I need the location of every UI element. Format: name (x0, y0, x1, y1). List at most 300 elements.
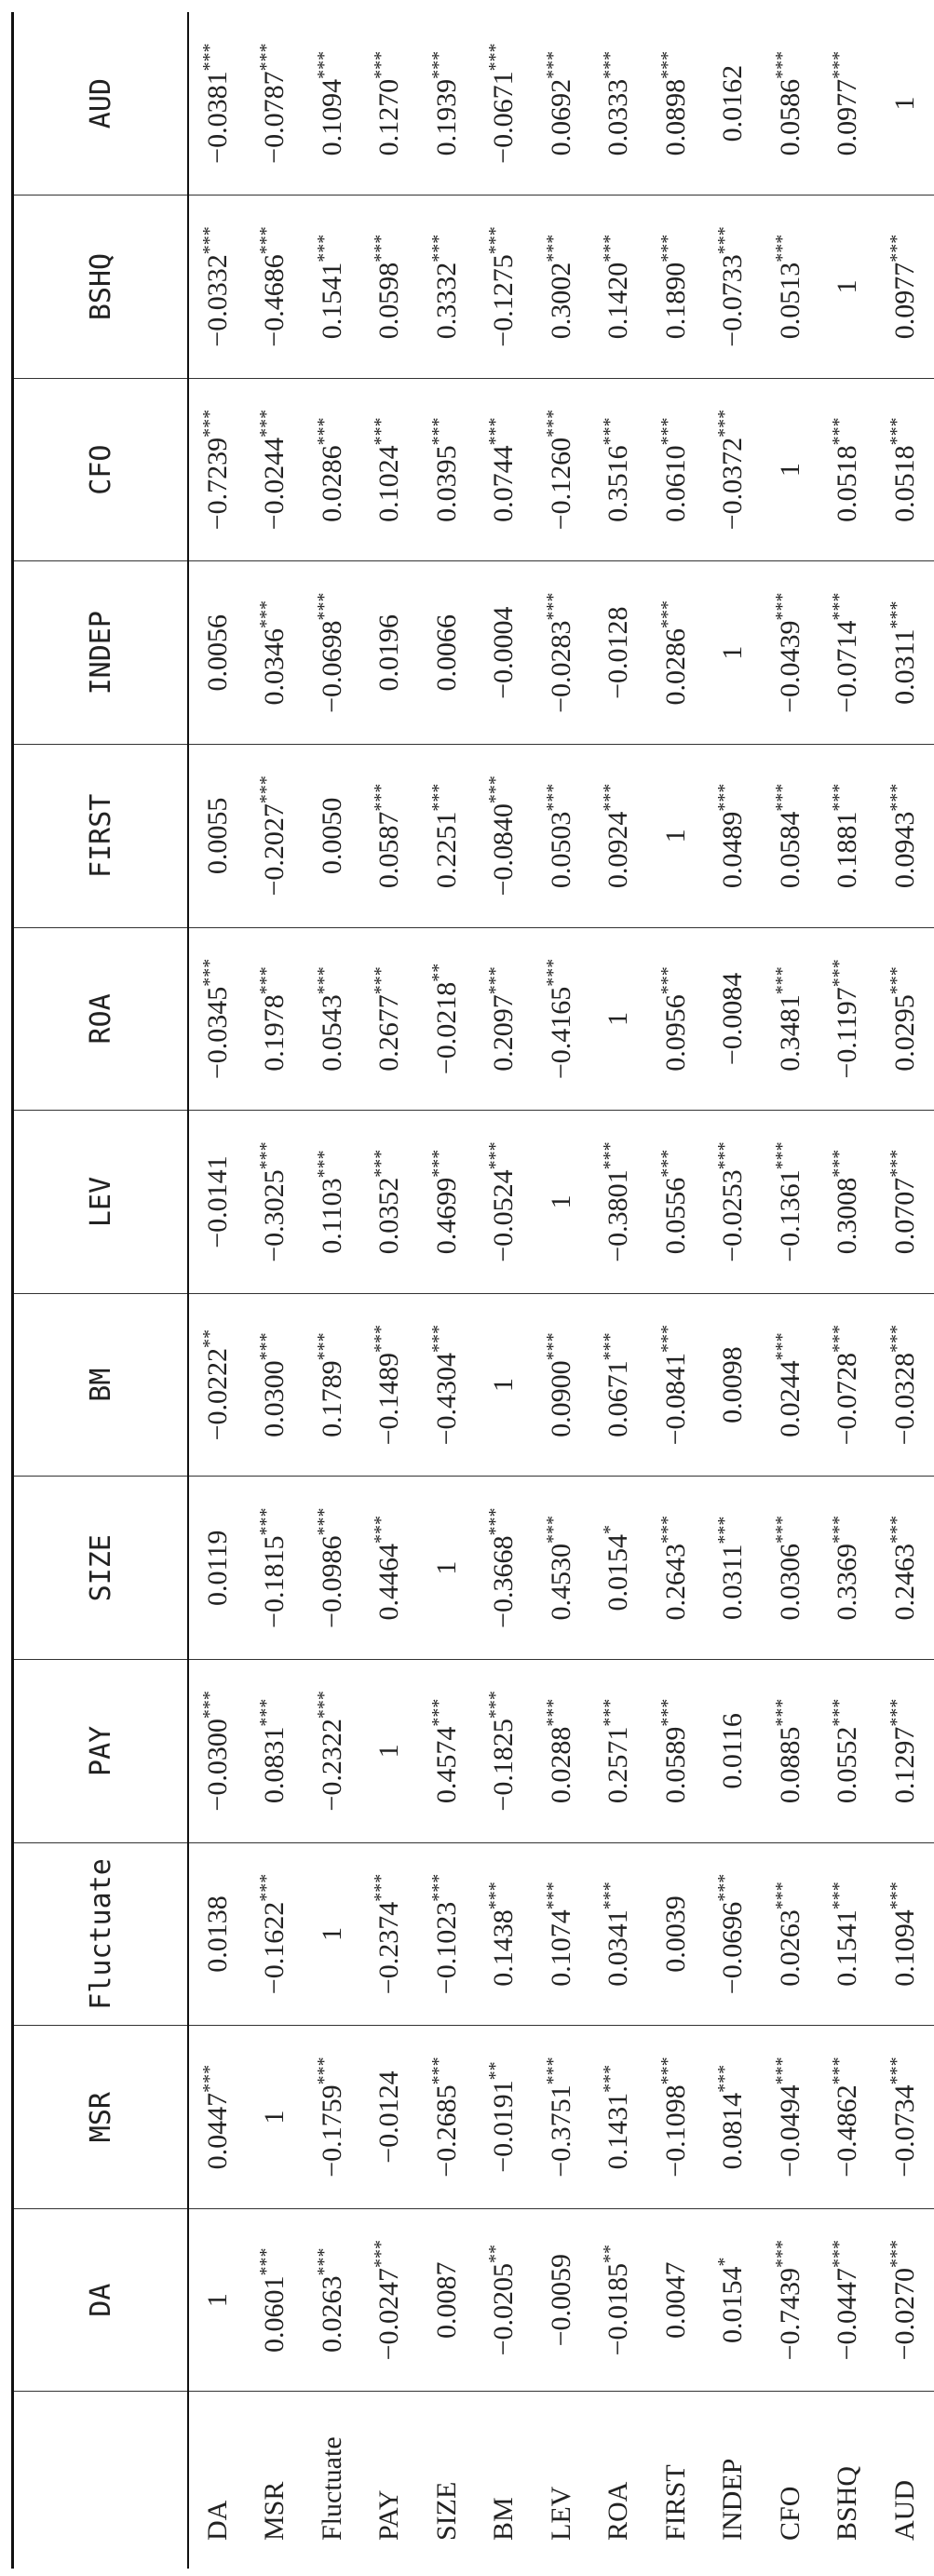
cell-value: −0.0128 (602, 606, 634, 699)
table-cell (705, 1660, 763, 1843)
table-cell (476, 378, 534, 561)
significance-stars: *** (198, 1691, 220, 1720)
cell-value: −0.0270 (888, 2267, 920, 2361)
significance-stars: *** (714, 783, 736, 812)
cell-value: 0.0263 (774, 1909, 805, 1987)
significance-stars: *** (256, 966, 277, 995)
cell-value: 0.0513 (774, 262, 805, 340)
table-cell (876, 2026, 934, 2209)
table-cell (647, 927, 705, 1111)
table-row (819, 12, 877, 2569)
cell-value: −0.0841 (659, 1352, 691, 1446)
cell-value: −0.2374 (373, 1901, 405, 1995)
table-cell (304, 2208, 361, 2392)
cell-value: 1 (430, 1560, 462, 1575)
cell-value: −0.0345 (201, 986, 233, 1080)
table-cell (590, 1293, 648, 1477)
cell-value: −0.1098 (659, 2084, 691, 2178)
significance-stars: *** (542, 1332, 563, 1361)
row-label: LEV (533, 2392, 590, 2569)
table-cell (361, 196, 419, 379)
cell-value: 0.3008 (832, 1177, 863, 1255)
table-cell (361, 927, 419, 1111)
table-row (705, 12, 763, 2569)
table-cell (418, 12, 476, 196)
significance-stars: *** (542, 234, 563, 263)
cell-value: 0.0831 (259, 1726, 291, 1804)
table-cell (247, 1660, 305, 1843)
significance-stars: *** (313, 2057, 334, 2085)
table-cell (418, 1477, 476, 1660)
table-cell (188, 745, 247, 928)
cell-value: 0.0311 (717, 1544, 749, 1620)
table-cell (418, 561, 476, 745)
table-cell (647, 1111, 705, 1294)
table-cell (476, 1842, 534, 2026)
cell-value: 0.0587 (373, 811, 405, 889)
significance-stars: *** (256, 775, 277, 804)
cell-value: 0.3516 (602, 445, 634, 522)
table-cell (247, 1111, 305, 1294)
significance-stars: *** (313, 1332, 334, 1361)
cell-value: 0.0503 (545, 811, 576, 889)
cell-value: 0.0671 (602, 1360, 634, 1437)
table-cell (247, 378, 305, 561)
cell-value: 0.0119 (201, 1530, 233, 1606)
cell-value: −0.1361 (774, 1169, 805, 1262)
cell-value: −0.0247 (373, 2267, 405, 2361)
significance-stars: *** (714, 1873, 736, 1902)
row-label: AUD (876, 2392, 934, 2569)
table-cell (476, 1111, 534, 1294)
column-header: FIRST (13, 745, 189, 928)
significance-stars: *** (829, 1516, 850, 1544)
table-row (876, 12, 934, 2569)
table-cell (705, 378, 763, 561)
table-cell (476, 196, 534, 379)
table-cell (533, 12, 590, 196)
cell-value: −0.0671 (488, 71, 520, 164)
significance-stars: *** (198, 2064, 220, 2093)
significance-stars: *** (485, 1881, 507, 1910)
table-cell (590, 2208, 648, 2392)
cell-value: 0.1024 (373, 445, 405, 522)
significance-stars: *** (427, 234, 449, 263)
column-header: BM (13, 1293, 189, 1477)
table-cell (762, 2208, 819, 2392)
table-cell (647, 196, 705, 379)
cell-value: 0.0589 (659, 1726, 691, 1804)
cell-value: −0.0696 (717, 1901, 749, 1995)
table-cell (705, 196, 763, 379)
cell-value: 0.0047 (659, 2261, 691, 2339)
table-cell (819, 378, 877, 561)
table-cell (418, 745, 476, 928)
cell-value: 0.0447 (201, 2092, 233, 2170)
cell-value: −0.0300 (201, 1719, 233, 1812)
significance-stars: *** (427, 1149, 449, 1178)
significance-stars: *** (371, 1516, 392, 1544)
significance-stars: *** (198, 958, 220, 987)
significance-stars: *** (313, 592, 334, 621)
table-cell (361, 2026, 419, 2209)
table-cell (476, 1660, 534, 1843)
significance-stars: *** (771, 1516, 792, 1544)
table-cell (247, 2208, 305, 2392)
cell-value: 0.0306 (774, 1544, 805, 1621)
significance-stars: *** (256, 600, 277, 628)
significance-stars: *** (829, 1324, 850, 1353)
cell-value: 0.1094 (888, 1909, 920, 1987)
cell-value: 0.0311 (888, 628, 920, 705)
table-cell (590, 927, 648, 1111)
cell-value: 0.0692 (545, 78, 576, 156)
cell-value: 0.4530 (545, 1544, 576, 1621)
cell-value: 0.1978 (259, 994, 291, 1072)
table-cell (590, 745, 648, 928)
table-cell (762, 1477, 819, 1660)
table-cell (647, 1293, 705, 1477)
table-cell (533, 1842, 590, 2026)
table-cell (188, 927, 247, 1111)
cell-value: 0.0295 (888, 994, 920, 1072)
cell-value: 0.1270 (373, 78, 405, 156)
significance-stars: *** (771, 783, 792, 812)
significance-stars: *** (485, 417, 507, 446)
significance-stars: *** (427, 1324, 449, 1353)
table-cell (188, 1293, 247, 1477)
significance-stars: *** (256, 1141, 277, 1170)
significance-stars: *** (600, 234, 621, 263)
table-cell (876, 1660, 934, 1843)
table-cell (705, 927, 763, 1111)
cell-value: 0.2251 (430, 811, 462, 889)
significance-stars: * (714, 2257, 736, 2267)
significance-stars: *** (313, 50, 334, 79)
significance-stars: *** (771, 1881, 792, 1910)
table-cell (247, 12, 305, 196)
cell-value: 1 (545, 1194, 576, 1209)
column-header: Fluctuate (13, 1842, 189, 2026)
table-cell (361, 12, 419, 196)
significance-stars: *** (371, 966, 392, 995)
table-cell (418, 2026, 476, 2209)
cell-value: −0.4165 (545, 986, 576, 1080)
cell-value: 0.0055 (201, 797, 233, 875)
table-cell (304, 196, 361, 379)
significance-stars: ** (198, 1328, 220, 1348)
cell-value: 0.0489 (717, 811, 749, 889)
cell-value: 0.0244 (774, 1360, 805, 1437)
significance-stars: *** (371, 234, 392, 263)
table-cell (533, 196, 590, 379)
table-cell (705, 2208, 763, 2392)
table-cell (762, 1293, 819, 1477)
cell-value: −0.2685 (430, 2084, 462, 2178)
cell-value: 0.0977 (832, 78, 863, 156)
cell-value: −0.0059 (545, 2253, 576, 2347)
table-cell (876, 2208, 934, 2392)
cell-value: −0.4862 (832, 2084, 863, 2178)
significance-stars: *** (427, 2057, 449, 2085)
table-cell (533, 2026, 590, 2209)
significance-stars: *** (256, 43, 277, 72)
significance-stars: *** (886, 1698, 907, 1727)
table-cell (876, 378, 934, 561)
cell-value: −0.0191 (488, 2080, 520, 2173)
cell-value: 0.0898 (659, 78, 691, 156)
table-cell (476, 745, 534, 928)
table-cell (533, 2208, 590, 2392)
significance-stars: *** (829, 1698, 850, 1727)
significance-stars: *** (886, 783, 907, 812)
significance-stars: *** (427, 1698, 449, 1727)
significance-stars: *** (485, 1691, 507, 1720)
column-header: PAY (13, 1660, 189, 1843)
table-cell (819, 1293, 877, 1477)
cell-value: −0.0447 (832, 2267, 863, 2361)
cell-value: −0.0218 (430, 981, 462, 1075)
cell-value: 0.0814 (717, 2092, 749, 2170)
cell-value: 0.1789 (316, 1360, 347, 1437)
cell-value: 1 (602, 1011, 634, 1026)
significance-stars: *** (886, 966, 907, 995)
row-label: CFO (762, 2392, 819, 2569)
significance-stars: *** (198, 226, 220, 255)
table-cell (590, 1111, 648, 1294)
table-row (533, 12, 590, 2569)
significance-stars: *** (657, 966, 678, 995)
table-cell (590, 2026, 648, 2209)
table-cell (876, 1293, 934, 1477)
table-cell (762, 561, 819, 745)
cell-value: 0.0263 (316, 2275, 347, 2353)
cell-value: 0.3002 (545, 262, 576, 340)
cell-value: 0.0601 (259, 2275, 291, 2353)
significance-stars: *** (313, 1507, 334, 1536)
cell-value: −0.4686 (259, 254, 291, 347)
table-cell (819, 1660, 877, 1843)
significance-stars: *** (657, 2057, 678, 2085)
significance-stars: *** (313, 417, 334, 446)
significance-stars: *** (829, 1881, 850, 1910)
row-label: DA (188, 2392, 247, 2569)
table-cell (533, 927, 590, 1111)
significance-stars: *** (829, 2239, 850, 2268)
cell-value: 0.1420 (602, 262, 634, 340)
significance-stars: *** (371, 1873, 392, 1902)
table-cell (188, 2026, 247, 2209)
cell-value: 1 (488, 1378, 520, 1393)
cell-value: 0.1431 (602, 2092, 634, 2170)
cell-value: −0.0332 (201, 254, 233, 347)
significance-stars: *** (542, 409, 563, 438)
table-cell (876, 561, 934, 745)
table-cell (705, 561, 763, 745)
row-label: Fluctuate (304, 2392, 361, 2569)
cell-value: 0.3481 (774, 994, 805, 1072)
significance-stars: *** (771, 234, 792, 263)
table-cell (819, 12, 877, 196)
cell-value: 0.1103 (316, 1178, 347, 1254)
table-cell (304, 745, 361, 928)
table-cell (705, 1111, 763, 1294)
significance-stars: *** (542, 1698, 563, 1727)
cell-value: 0.0518 (888, 445, 920, 522)
column-header: BSHQ (13, 196, 189, 379)
cell-value: 0.2677 (373, 994, 405, 1072)
table-cell (361, 1660, 419, 1843)
table-cell (476, 1477, 534, 1660)
cell-value: 0.0286 (316, 445, 347, 522)
table-cell (247, 196, 305, 379)
row-label: BM (476, 2392, 534, 2569)
significance-stars: *** (829, 2057, 850, 2085)
table-cell (705, 12, 763, 196)
cell-value: −0.0714 (832, 620, 863, 713)
significance-stars: *** (371, 417, 392, 446)
table-cell (819, 1842, 877, 2026)
table-row (188, 12, 247, 2569)
cell-value: −0.7439 (774, 2267, 805, 2361)
significance-stars: *** (371, 2239, 392, 2268)
cell-value: 0.1438 (488, 1909, 520, 1987)
corner-cell (13, 2392, 189, 2569)
significance-stars: *** (771, 592, 792, 621)
cell-value: 0.4574 (430, 1726, 462, 1804)
cell-value: −0.4304 (430, 1352, 462, 1446)
significance-stars: *** (829, 783, 850, 812)
significance-stars: *** (485, 226, 507, 255)
significance-stars: ** (485, 2061, 507, 2081)
table-cell (647, 1842, 705, 2026)
table-cell (533, 745, 590, 928)
significance-stars: *** (427, 1873, 449, 1902)
significance-stars: *** (600, 2064, 621, 2093)
significance-stars: ** (485, 2244, 507, 2263)
table-row (476, 12, 534, 2569)
table-cell (476, 1293, 534, 1477)
cell-value: −0.0439 (774, 620, 805, 713)
significance-stars: *** (542, 592, 563, 621)
table-cell (762, 12, 819, 196)
table-body (188, 12, 934, 2569)
cell-value: 1 (659, 829, 691, 843)
table-cell (705, 1842, 763, 2026)
significance-stars: *** (256, 1332, 277, 1361)
cell-value: 1 (373, 1744, 405, 1759)
column-header: INDEP (13, 561, 189, 745)
cell-value: 0.3332 (430, 262, 462, 340)
significance-stars: *** (829, 50, 850, 79)
cell-value: 0.1074 (545, 1909, 576, 1987)
row-label: ROA (590, 2392, 648, 2569)
significance-stars: *** (600, 50, 621, 79)
table-cell (705, 1293, 763, 1477)
significance-stars: *** (313, 234, 334, 263)
cell-value: 0.0885 (774, 1726, 805, 1804)
cell-value: −0.1023 (430, 1901, 462, 1995)
table-row (647, 12, 705, 2569)
table-cell (590, 196, 648, 379)
table-cell (188, 1111, 247, 1294)
cell-value: −0.3751 (545, 2084, 576, 2178)
table-cell (361, 1293, 419, 1477)
cell-value: 0.0956 (659, 994, 691, 1072)
significance-stars: *** (371, 50, 392, 79)
table-row (590, 12, 648, 2569)
row-label: BSHQ (819, 2392, 877, 2569)
cell-value: 0.0286 (659, 627, 691, 706)
table-cell (361, 378, 419, 561)
row-label: SIZE (418, 2392, 476, 2569)
table-cell (647, 1660, 705, 1843)
cell-value: 0.1297 (888, 1726, 920, 1804)
table-cell (762, 1111, 819, 1294)
cell-value: −0.3668 (488, 1535, 520, 1628)
cell-value: 0.3369 (832, 1544, 863, 1621)
significance-stars: *** (600, 1332, 621, 1361)
table-cell (590, 1660, 648, 1843)
cell-value: −0.0733 (717, 254, 749, 347)
cell-value: 0.0288 (545, 1726, 576, 1804)
table-cell (876, 1111, 934, 1294)
cell-value: 0.0341 (602, 1909, 634, 1987)
row-label: MSR (247, 2392, 305, 2569)
cell-value: −0.0734 (888, 2084, 920, 2178)
table-cell (647, 745, 705, 928)
significance-stars: *** (829, 1149, 850, 1178)
table-cell (533, 1660, 590, 1843)
table-cell (876, 196, 934, 379)
cell-value: 0.0610 (659, 445, 691, 522)
column-header: SIZE (13, 1477, 189, 1660)
cell-value: 0.1541 (832, 1909, 863, 1987)
significance-stars: *** (657, 600, 678, 628)
cell-value: −0.1815 (259, 1535, 291, 1628)
significance-stars: *** (371, 1149, 392, 1178)
significance-stars: *** (886, 1149, 907, 1178)
significance-stars: *** (886, 417, 907, 446)
table-cell (533, 1111, 590, 1294)
table-cell (876, 1842, 934, 2026)
cell-value: −0.1197 (832, 987, 863, 1079)
significance-stars: *** (485, 1507, 507, 1536)
significance-stars: *** (771, 966, 792, 995)
cell-value: 0.0518 (832, 445, 863, 522)
significance-stars: *** (829, 417, 850, 446)
table-cell (188, 378, 247, 561)
table-cell (819, 1111, 877, 1294)
cell-value: 0.1939 (430, 78, 462, 156)
cell-value: −0.0381 (201, 71, 233, 164)
cell-value: 0.0098 (717, 1346, 749, 1423)
cell-value: −0.0328 (888, 1352, 920, 1446)
cell-value: 0.2643 (659, 1544, 691, 1621)
cell-value: 0.1881 (832, 811, 863, 889)
table-cell (762, 378, 819, 561)
significance-stars: *** (714, 226, 736, 255)
significance-stars: *** (600, 1698, 621, 1727)
column-header: AUD (13, 12, 189, 196)
significance-stars: *** (542, 1516, 563, 1544)
row-label: FIRST (647, 2392, 705, 2569)
cell-value: 0.0552 (832, 1726, 863, 1804)
significance-stars: *** (771, 2057, 792, 2085)
cell-value: 0.0056 (201, 614, 233, 692)
table-cell (590, 1842, 648, 2026)
table-cell (590, 1477, 648, 1660)
